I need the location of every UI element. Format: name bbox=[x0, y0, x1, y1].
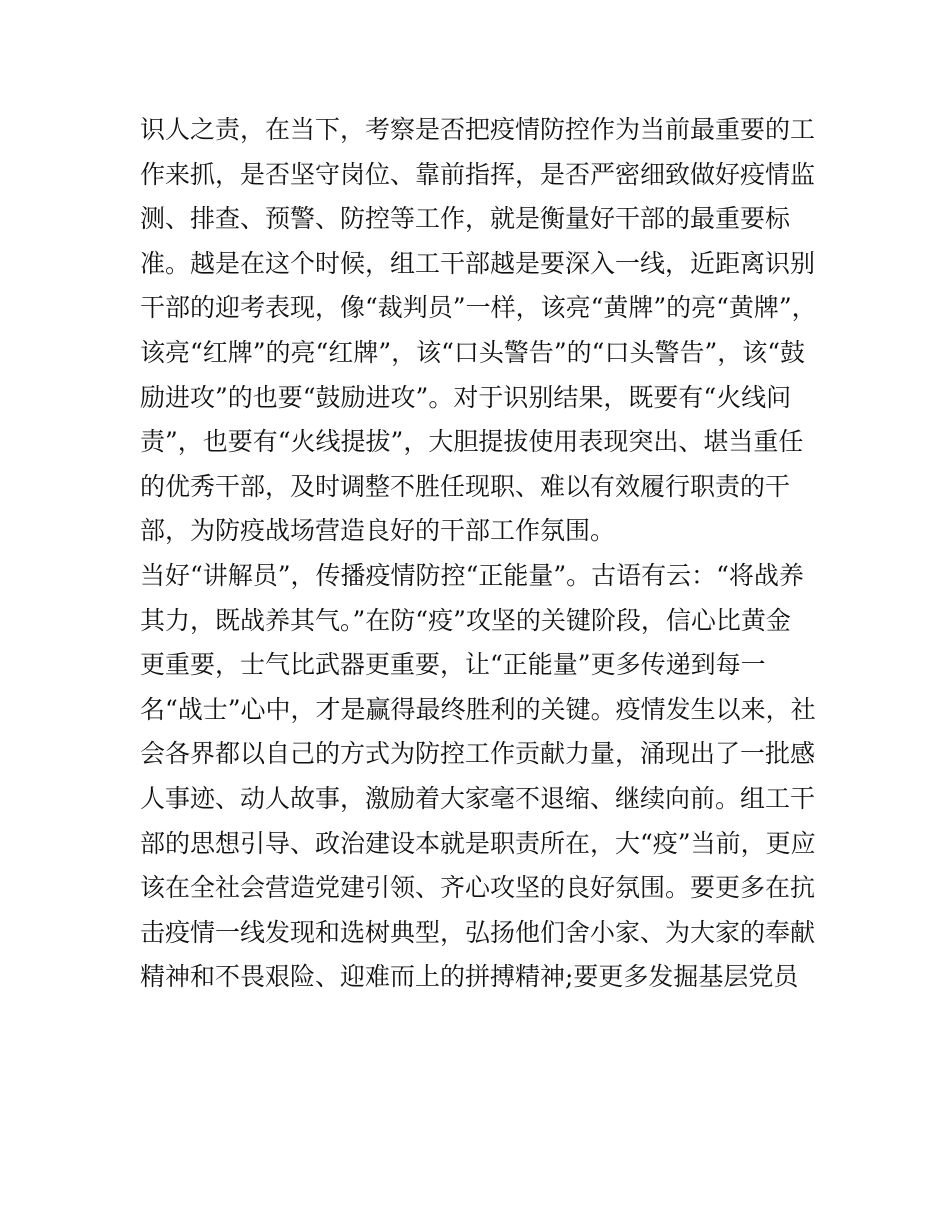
text-line-3: 测、排查、预警、防控等工作，就是衡量好干部的最重要标 bbox=[140, 204, 791, 234]
text-line-2: 作来抓，是否坚守岗位、靠前指挥，是否严密细致做好疫情监 bbox=[140, 159, 816, 189]
text-line-13: 更重要，士气比武器更重要，让“正能量”更多传递到每一 bbox=[140, 650, 766, 680]
text-line-20: 精神和不畏艰险、迎难而上的拼搏精神;要更多发掘基层党员 bbox=[140, 962, 799, 992]
text-line-14: 名“战士”心中，才是赢得最终胜利的关键。疫情发生以来，社 bbox=[140, 694, 816, 724]
text-line-4: 准。越是在这个时候，组工干部越是要深入一线，近距离识别 bbox=[140, 248, 816, 278]
body-text bbox=[140, 108, 830, 1000]
text-line-7: 励进攻”的也要“鼓励进攻”。对于识别结果，既要有“火线问 bbox=[140, 382, 792, 412]
text-line-10: 部，为防疫战场营造良好的干部工作氛围。 bbox=[140, 516, 616, 546]
text-line-17: 部的思想引导、政治建设本就是职责所在，大“疫”当前，更应 bbox=[140, 828, 816, 858]
text-line-18: 该在全社会营造党建引领、齐心攻坚的良好氛围。要更多在抗 bbox=[140, 873, 816, 903]
text-line-16: 人事迹、动人故事，激励着大家毫不退缩、继续向前。组工干 bbox=[140, 783, 816, 813]
text-line-15: 会各界都以自己的方式为防控工作贡献力量，涌现出了一批感 bbox=[140, 739, 816, 769]
text-line-19: 击疫情一线发现和选树典型，弘扬他们舍小家、为大家的奉献 bbox=[140, 917, 816, 947]
text-line-8: 责”，也要有“火线提拔”，大胆提拔使用表现突出、堪当重任 bbox=[140, 427, 804, 457]
text-line-5: 干部的迎考表现，像“裁判员”一样，该亮“黄牌”的亮“黄牌”， bbox=[140, 293, 817, 323]
text-line-9: 的优秀干部，及时调整不胜任现职、难以有效履行职责的干 bbox=[140, 471, 791, 501]
text-line-11: 当好“讲解员”，传播疫情防控“正能量”。古语有云：“将战养 bbox=[140, 560, 804, 590]
text-line-6: 该亮“红牌”的亮“红牌”，该“口头警告”的“口头警告”，该“鼓 bbox=[140, 337, 806, 367]
text-line-1: 识人之责，在当下，考察是否把疫情防控作为当前最重要的工 bbox=[140, 115, 816, 144]
text-line-12: 其力，既战养其气。”在防“疫”攻坚的关键阶段，信心比黄金 bbox=[140, 605, 791, 635]
